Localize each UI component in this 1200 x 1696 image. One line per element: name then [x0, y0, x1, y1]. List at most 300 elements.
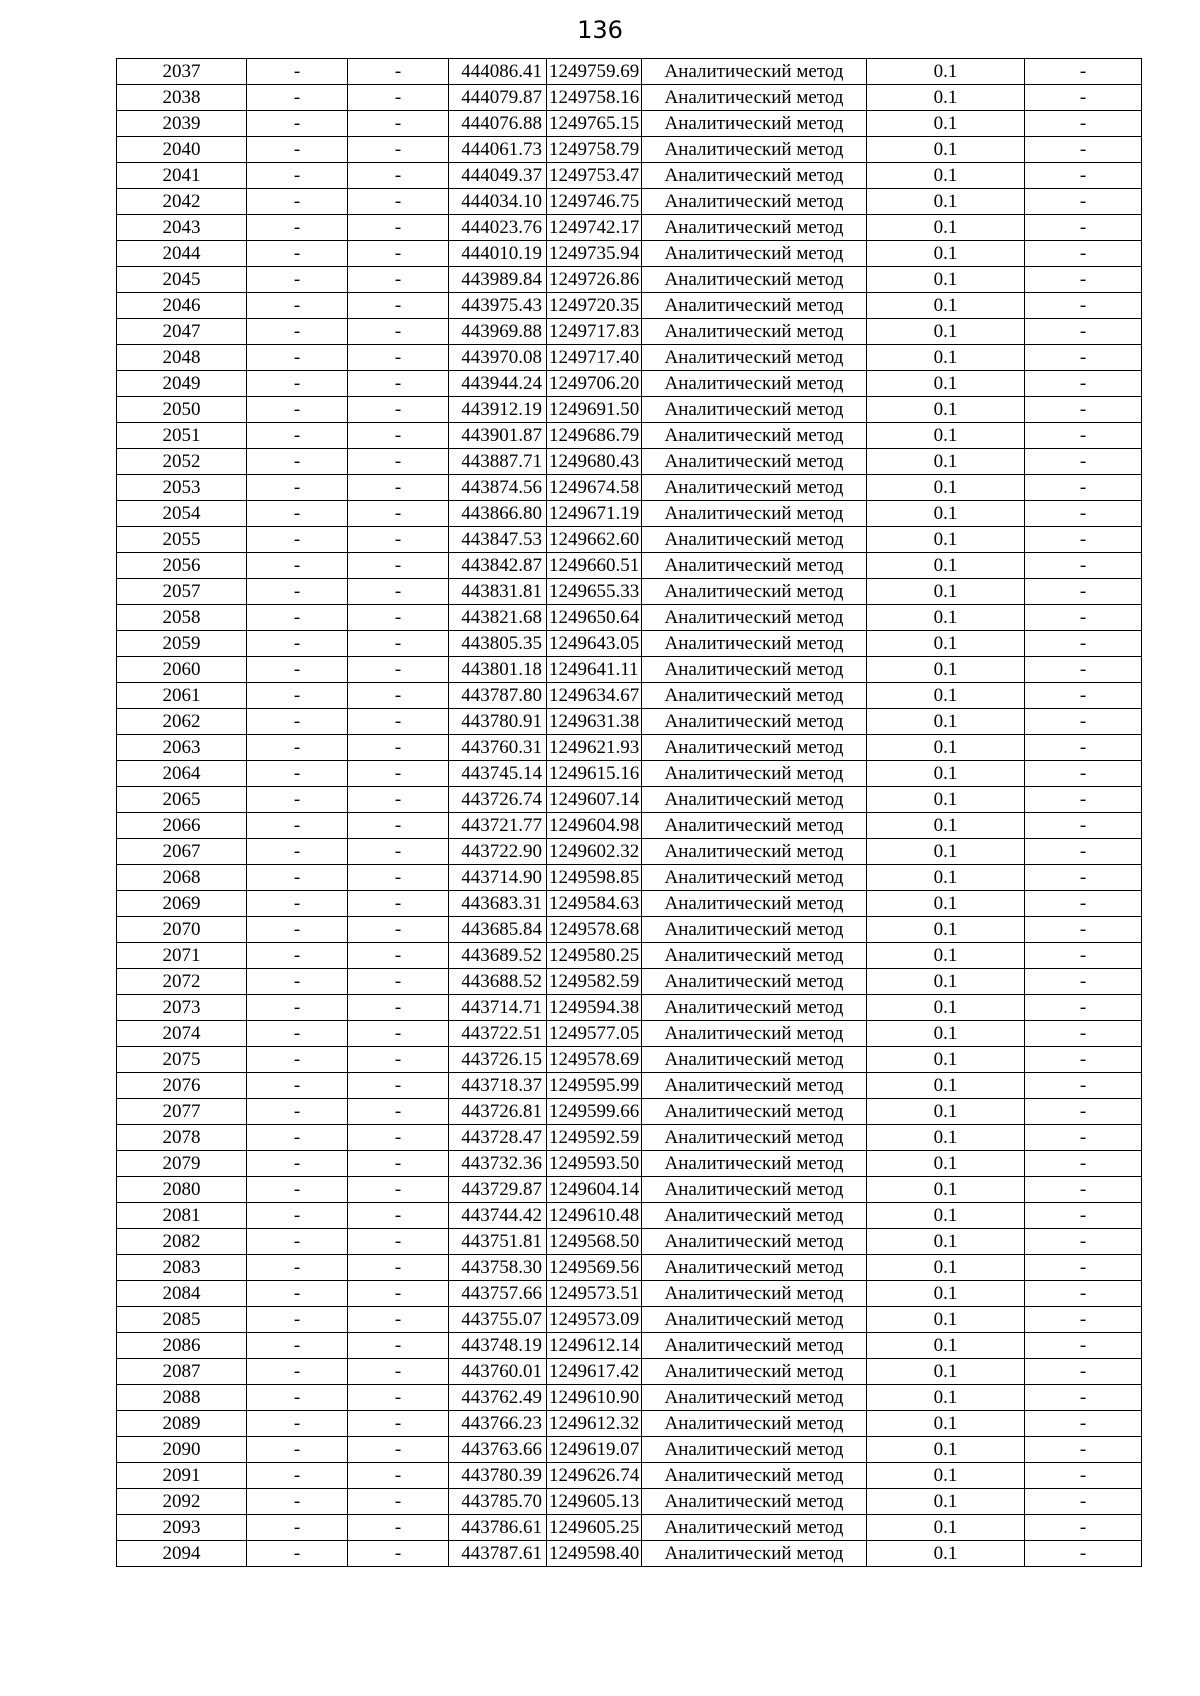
- note-cell: -: [1025, 735, 1142, 761]
- y-coordinate-cell: 1249717.83: [547, 319, 642, 345]
- x-coordinate-cell: 443758.30: [449, 1255, 547, 1281]
- old-y-cell: -: [348, 1073, 449, 1099]
- old-x-cell: -: [247, 1151, 348, 1177]
- old-y-cell: -: [348, 475, 449, 501]
- point-number-cell: 2089: [117, 1411, 247, 1437]
- table-row: [117, 1151, 1142, 1177]
- y-coordinate-cell: 1249691.50: [547, 397, 642, 423]
- old-y-cell: -: [348, 865, 449, 891]
- table-row: [117, 397, 1142, 423]
- y-coordinate-cell: 1249631.38: [547, 709, 642, 735]
- old-y-cell: -: [348, 787, 449, 813]
- note-cell: -: [1025, 787, 1142, 813]
- method-cell: Аналитический метод: [642, 501, 867, 527]
- x-coordinate-cell: 443751.81: [449, 1229, 547, 1255]
- accuracy-cell: 0.1: [867, 1151, 1025, 1177]
- point-number-cell: 2049: [117, 371, 247, 397]
- x-coordinate-cell: 443722.90: [449, 839, 547, 865]
- x-coordinate-cell: 443847.53: [449, 527, 547, 553]
- accuracy-cell: 0.1: [867, 501, 1025, 527]
- old-x-cell: -: [247, 475, 348, 501]
- x-coordinate-cell: 443721.77: [449, 813, 547, 839]
- table-row: [117, 1177, 1142, 1203]
- method-cell: Аналитический метод: [642, 605, 867, 631]
- table-row: [117, 839, 1142, 865]
- old-y-cell: -: [348, 215, 449, 241]
- old-y-cell: -: [348, 1411, 449, 1437]
- y-coordinate-cell: 1249599.66: [547, 1099, 642, 1125]
- y-coordinate-cell: 1249626.74: [547, 1463, 642, 1489]
- method-cell: Аналитический метод: [642, 1411, 867, 1437]
- method-cell: Аналитический метод: [642, 917, 867, 943]
- old-y-cell: -: [348, 189, 449, 215]
- method-cell: Аналитический метод: [642, 1073, 867, 1099]
- point-number-cell: 2042: [117, 189, 247, 215]
- table-row: [117, 995, 1142, 1021]
- table-row: [117, 111, 1142, 137]
- y-coordinate-cell: 1249610.48: [547, 1203, 642, 1229]
- method-cell: Аналитический метод: [642, 163, 867, 189]
- old-x-cell: -: [247, 449, 348, 475]
- accuracy-cell: 0.1: [867, 1255, 1025, 1281]
- y-coordinate-cell: 1249578.69: [547, 1047, 642, 1073]
- point-number-cell: 2085: [117, 1307, 247, 1333]
- point-number-cell: 2087: [117, 1359, 247, 1385]
- y-coordinate-cell: 1249735.94: [547, 241, 642, 267]
- accuracy-cell: 0.1: [867, 1281, 1025, 1307]
- accuracy-cell: 0.1: [867, 59, 1025, 85]
- point-number-cell: 2065: [117, 787, 247, 813]
- old-x-cell: -: [247, 1359, 348, 1385]
- y-coordinate-cell: 1249759.69: [547, 59, 642, 85]
- x-coordinate-cell: 443714.90: [449, 865, 547, 891]
- note-cell: -: [1025, 345, 1142, 371]
- table-row: [117, 163, 1142, 189]
- page-number: 136: [577, 16, 623, 44]
- accuracy-cell: 0.1: [867, 1021, 1025, 1047]
- x-coordinate-cell: 443760.01: [449, 1359, 547, 1385]
- table-row: [117, 605, 1142, 631]
- old-x-cell: -: [247, 85, 348, 111]
- y-coordinate-cell: 1249578.68: [547, 917, 642, 943]
- method-cell: Аналитический метод: [642, 1541, 867, 1567]
- old-y-cell: -: [348, 423, 449, 449]
- point-number-cell: 2077: [117, 1099, 247, 1125]
- old-x-cell: -: [247, 1411, 348, 1437]
- old-y-cell: -: [348, 943, 449, 969]
- y-coordinate-cell: 1249720.35: [547, 293, 642, 319]
- table-row: [117, 189, 1142, 215]
- point-number-cell: 2068: [117, 865, 247, 891]
- old-x-cell: -: [247, 527, 348, 553]
- y-coordinate-cell: 1249598.40: [547, 1541, 642, 1567]
- method-cell: Аналитический метод: [642, 735, 867, 761]
- old-x-cell: -: [247, 943, 348, 969]
- table-row: [117, 241, 1142, 267]
- point-number-cell: 2037: [117, 59, 247, 85]
- point-number-cell: 2054: [117, 501, 247, 527]
- table-row: [117, 657, 1142, 683]
- accuracy-cell: 0.1: [867, 1047, 1025, 1073]
- y-coordinate-cell: 1249662.60: [547, 527, 642, 553]
- method-cell: Аналитический метод: [642, 241, 867, 267]
- old-y-cell: -: [348, 397, 449, 423]
- old-x-cell: -: [247, 1021, 348, 1047]
- accuracy-cell: 0.1: [867, 553, 1025, 579]
- y-coordinate-cell: 1249615.16: [547, 761, 642, 787]
- point-number-cell: 2061: [117, 683, 247, 709]
- point-number-cell: 2075: [117, 1047, 247, 1073]
- old-y-cell: -: [348, 631, 449, 657]
- table-body: [117, 59, 1142, 1567]
- method-cell: Аналитический метод: [642, 111, 867, 137]
- old-x-cell: -: [247, 891, 348, 917]
- point-number-cell: 2040: [117, 137, 247, 163]
- old-y-cell: -: [348, 709, 449, 735]
- accuracy-cell: 0.1: [867, 293, 1025, 319]
- table-row: [117, 969, 1142, 995]
- point-number-cell: 2076: [117, 1073, 247, 1099]
- point-number-cell: 2045: [117, 267, 247, 293]
- old-y-cell: -: [348, 917, 449, 943]
- y-coordinate-cell: 1249742.17: [547, 215, 642, 241]
- x-coordinate-cell: 444023.76: [449, 215, 547, 241]
- accuracy-cell: 0.1: [867, 1437, 1025, 1463]
- accuracy-cell: 0.1: [867, 605, 1025, 631]
- table-row: [117, 761, 1142, 787]
- note-cell: -: [1025, 319, 1142, 345]
- table-row: [117, 1047, 1142, 1073]
- old-x-cell: -: [247, 319, 348, 345]
- y-coordinate-cell: 1249612.32: [547, 1411, 642, 1437]
- coordinates-table: [116, 58, 1142, 1567]
- old-x-cell: -: [247, 865, 348, 891]
- x-coordinate-cell: 444049.37: [449, 163, 547, 189]
- y-coordinate-cell: 1249717.40: [547, 345, 642, 371]
- y-coordinate-cell: 1249686.79: [547, 423, 642, 449]
- x-coordinate-cell: 443780.91: [449, 709, 547, 735]
- old-x-cell: -: [247, 1307, 348, 1333]
- x-coordinate-cell: 443760.31: [449, 735, 547, 761]
- x-coordinate-cell: 443744.42: [449, 1203, 547, 1229]
- table-row: [117, 1203, 1142, 1229]
- method-cell: Аналитический метод: [642, 683, 867, 709]
- x-coordinate-cell: 443722.51: [449, 1021, 547, 1047]
- accuracy-cell: 0.1: [867, 163, 1025, 189]
- x-coordinate-cell: 444034.10: [449, 189, 547, 215]
- old-x-cell: -: [247, 969, 348, 995]
- point-number-cell: 2078: [117, 1125, 247, 1151]
- point-number-cell: 2039: [117, 111, 247, 137]
- point-number-cell: 2043: [117, 215, 247, 241]
- y-coordinate-cell: 1249643.05: [547, 631, 642, 657]
- old-x-cell: -: [247, 709, 348, 735]
- table-row: [117, 527, 1142, 553]
- old-y-cell: -: [348, 1307, 449, 1333]
- point-number-cell: 2070: [117, 917, 247, 943]
- x-coordinate-cell: 444076.88: [449, 111, 547, 137]
- table-row: [117, 1307, 1142, 1333]
- note-cell: -: [1025, 1541, 1142, 1567]
- method-cell: Аналитический метод: [642, 1021, 867, 1047]
- old-y-cell: -: [348, 657, 449, 683]
- point-number-cell: 2086: [117, 1333, 247, 1359]
- old-x-cell: -: [247, 683, 348, 709]
- y-coordinate-cell: 1249621.93: [547, 735, 642, 761]
- note-cell: -: [1025, 501, 1142, 527]
- old-x-cell: -: [247, 267, 348, 293]
- method-cell: Аналитический метод: [642, 59, 867, 85]
- point-number-cell: 2071: [117, 943, 247, 969]
- x-coordinate-cell: 443805.35: [449, 631, 547, 657]
- x-coordinate-cell: 443745.14: [449, 761, 547, 787]
- method-cell: Аналитический метод: [642, 943, 867, 969]
- old-y-cell: -: [348, 1385, 449, 1411]
- method-cell: Аналитический метод: [642, 189, 867, 215]
- x-coordinate-cell: 443912.19: [449, 397, 547, 423]
- accuracy-cell: 0.1: [867, 943, 1025, 969]
- table-row: [117, 423, 1142, 449]
- old-y-cell: -: [348, 267, 449, 293]
- accuracy-cell: 0.1: [867, 1333, 1025, 1359]
- x-coordinate-cell: 443726.15: [449, 1047, 547, 1073]
- note-cell: -: [1025, 579, 1142, 605]
- accuracy-cell: 0.1: [867, 1073, 1025, 1099]
- table-row: [117, 267, 1142, 293]
- accuracy-cell: 0.1: [867, 189, 1025, 215]
- accuracy-cell: 0.1: [867, 215, 1025, 241]
- old-y-cell: -: [348, 683, 449, 709]
- table-row: [117, 371, 1142, 397]
- old-y-cell: -: [348, 319, 449, 345]
- old-x-cell: -: [247, 1333, 348, 1359]
- old-y-cell: -: [348, 371, 449, 397]
- note-cell: -: [1025, 1099, 1142, 1125]
- note-cell: -: [1025, 839, 1142, 865]
- note-cell: -: [1025, 293, 1142, 319]
- y-coordinate-cell: 1249598.85: [547, 865, 642, 891]
- point-number-cell: 2082: [117, 1229, 247, 1255]
- note-cell: -: [1025, 163, 1142, 189]
- x-coordinate-cell: 443901.87: [449, 423, 547, 449]
- y-coordinate-cell: 1249595.99: [547, 1073, 642, 1099]
- note-cell: -: [1025, 449, 1142, 475]
- point-number-cell: 2062: [117, 709, 247, 735]
- accuracy-cell: 0.1: [867, 449, 1025, 475]
- accuracy-cell: 0.1: [867, 1489, 1025, 1515]
- table-row: [117, 1125, 1142, 1151]
- note-cell: -: [1025, 709, 1142, 735]
- old-x-cell: -: [247, 189, 348, 215]
- accuracy-cell: 0.1: [867, 891, 1025, 917]
- note-cell: -: [1025, 189, 1142, 215]
- old-x-cell: -: [247, 631, 348, 657]
- note-cell: -: [1025, 241, 1142, 267]
- note-cell: -: [1025, 215, 1142, 241]
- accuracy-cell: 0.1: [867, 761, 1025, 787]
- method-cell: Аналитический метод: [642, 891, 867, 917]
- y-coordinate-cell: 1249580.25: [547, 943, 642, 969]
- method-cell: Аналитический метод: [642, 215, 867, 241]
- old-x-cell: -: [247, 605, 348, 631]
- x-coordinate-cell: 444086.41: [449, 59, 547, 85]
- table-row: [117, 813, 1142, 839]
- x-coordinate-cell: 443726.74: [449, 787, 547, 813]
- x-coordinate-cell: 443821.68: [449, 605, 547, 631]
- method-cell: Аналитический метод: [642, 761, 867, 787]
- accuracy-cell: 0.1: [867, 527, 1025, 553]
- method-cell: Аналитический метод: [642, 527, 867, 553]
- method-cell: Аналитический метод: [642, 267, 867, 293]
- point-number-cell: 2052: [117, 449, 247, 475]
- old-x-cell: -: [247, 735, 348, 761]
- point-number-cell: 2092: [117, 1489, 247, 1515]
- accuracy-cell: 0.1: [867, 709, 1025, 735]
- old-y-cell: -: [348, 85, 449, 111]
- note-cell: -: [1025, 1515, 1142, 1541]
- method-cell: Аналитический метод: [642, 787, 867, 813]
- y-coordinate-cell: 1249607.14: [547, 787, 642, 813]
- old-y-cell: -: [348, 501, 449, 527]
- y-coordinate-cell: 1249594.38: [547, 995, 642, 1021]
- note-cell: -: [1025, 1411, 1142, 1437]
- old-y-cell: -: [348, 839, 449, 865]
- y-coordinate-cell: 1249746.75: [547, 189, 642, 215]
- old-x-cell: -: [247, 657, 348, 683]
- table-row: [117, 1021, 1142, 1047]
- point-number-cell: 2047: [117, 319, 247, 345]
- y-coordinate-cell: 1249758.79: [547, 137, 642, 163]
- accuracy-cell: 0.1: [867, 839, 1025, 865]
- x-coordinate-cell: 443688.52: [449, 969, 547, 995]
- accuracy-cell: 0.1: [867, 735, 1025, 761]
- x-coordinate-cell: 444010.19: [449, 241, 547, 267]
- x-coordinate-cell: 443685.84: [449, 917, 547, 943]
- old-y-cell: -: [348, 1463, 449, 1489]
- old-x-cell: -: [247, 761, 348, 787]
- accuracy-cell: 0.1: [867, 657, 1025, 683]
- y-coordinate-cell: 1249617.42: [547, 1359, 642, 1385]
- method-cell: Аналитический метод: [642, 1307, 867, 1333]
- y-coordinate-cell: 1249619.07: [547, 1437, 642, 1463]
- y-coordinate-cell: 1249610.90: [547, 1385, 642, 1411]
- method-cell: Аналитический метод: [642, 345, 867, 371]
- old-y-cell: -: [348, 1125, 449, 1151]
- table-row: [117, 1359, 1142, 1385]
- old-y-cell: -: [348, 345, 449, 371]
- table-row: [117, 215, 1142, 241]
- table-row: [117, 137, 1142, 163]
- old-y-cell: -: [348, 605, 449, 631]
- old-y-cell: -: [348, 449, 449, 475]
- x-coordinate-cell: 443866.80: [449, 501, 547, 527]
- note-cell: -: [1025, 527, 1142, 553]
- point-number-cell: 2081: [117, 1203, 247, 1229]
- method-cell: Аналитический метод: [642, 397, 867, 423]
- note-cell: -: [1025, 1125, 1142, 1151]
- point-number-cell: 2074: [117, 1021, 247, 1047]
- old-y-cell: -: [348, 735, 449, 761]
- x-coordinate-cell: 443714.71: [449, 995, 547, 1021]
- accuracy-cell: 0.1: [867, 683, 1025, 709]
- old-x-cell: -: [247, 137, 348, 163]
- old-y-cell: -: [348, 1515, 449, 1541]
- point-number-cell: 2064: [117, 761, 247, 787]
- old-y-cell: -: [348, 527, 449, 553]
- old-y-cell: -: [348, 579, 449, 605]
- note-cell: -: [1025, 865, 1142, 891]
- method-cell: Аналитический метод: [642, 865, 867, 891]
- point-number-cell: 2083: [117, 1255, 247, 1281]
- table-row: [117, 553, 1142, 579]
- point-number-cell: 2055: [117, 527, 247, 553]
- accuracy-cell: 0.1: [867, 1203, 1025, 1229]
- table-row: [117, 293, 1142, 319]
- point-number-cell: 2079: [117, 1151, 247, 1177]
- point-number-cell: 2088: [117, 1385, 247, 1411]
- point-number-cell: 2091: [117, 1463, 247, 1489]
- x-coordinate-cell: 443842.87: [449, 553, 547, 579]
- y-coordinate-cell: 1249655.33: [547, 579, 642, 605]
- old-y-cell: -: [348, 1359, 449, 1385]
- accuracy-cell: 0.1: [867, 397, 1025, 423]
- method-cell: Аналитический метод: [642, 1385, 867, 1411]
- accuracy-cell: 0.1: [867, 1515, 1025, 1541]
- method-cell: Аналитический метод: [642, 1255, 867, 1281]
- table-row: [117, 345, 1142, 371]
- note-cell: -: [1025, 423, 1142, 449]
- point-number-cell: 2041: [117, 163, 247, 189]
- point-number-cell: 2057: [117, 579, 247, 605]
- x-coordinate-cell: 443718.37: [449, 1073, 547, 1099]
- old-x-cell: -: [247, 1203, 348, 1229]
- note-cell: -: [1025, 59, 1142, 85]
- table-row: [117, 1437, 1142, 1463]
- x-coordinate-cell: 444061.73: [449, 137, 547, 163]
- y-coordinate-cell: 1249593.50: [547, 1151, 642, 1177]
- method-cell: Аналитический метод: [642, 1333, 867, 1359]
- accuracy-cell: 0.1: [867, 1385, 1025, 1411]
- y-coordinate-cell: 1249577.05: [547, 1021, 642, 1047]
- old-x-cell: -: [247, 1125, 348, 1151]
- note-cell: -: [1025, 553, 1142, 579]
- note-cell: -: [1025, 111, 1142, 137]
- old-x-cell: -: [247, 1047, 348, 1073]
- x-coordinate-cell: 443787.80: [449, 683, 547, 709]
- old-y-cell: -: [348, 137, 449, 163]
- x-coordinate-cell: 443801.18: [449, 657, 547, 683]
- x-coordinate-cell: 443755.07: [449, 1307, 547, 1333]
- x-coordinate-cell: 443970.08: [449, 345, 547, 371]
- note-cell: -: [1025, 267, 1142, 293]
- accuracy-cell: 0.1: [867, 345, 1025, 371]
- y-coordinate-cell: 1249671.19: [547, 501, 642, 527]
- old-x-cell: -: [247, 1515, 348, 1541]
- method-cell: Аналитический метод: [642, 371, 867, 397]
- point-number-cell: 2067: [117, 839, 247, 865]
- old-y-cell: -: [348, 1281, 449, 1307]
- old-y-cell: -: [348, 1047, 449, 1073]
- note-cell: -: [1025, 397, 1142, 423]
- method-cell: Аналитический метод: [642, 293, 867, 319]
- accuracy-cell: 0.1: [867, 995, 1025, 1021]
- old-y-cell: -: [348, 163, 449, 189]
- note-cell: -: [1025, 1437, 1142, 1463]
- old-x-cell: -: [247, 1489, 348, 1515]
- table-row: [117, 501, 1142, 527]
- old-x-cell: -: [247, 1177, 348, 1203]
- accuracy-cell: 0.1: [867, 85, 1025, 111]
